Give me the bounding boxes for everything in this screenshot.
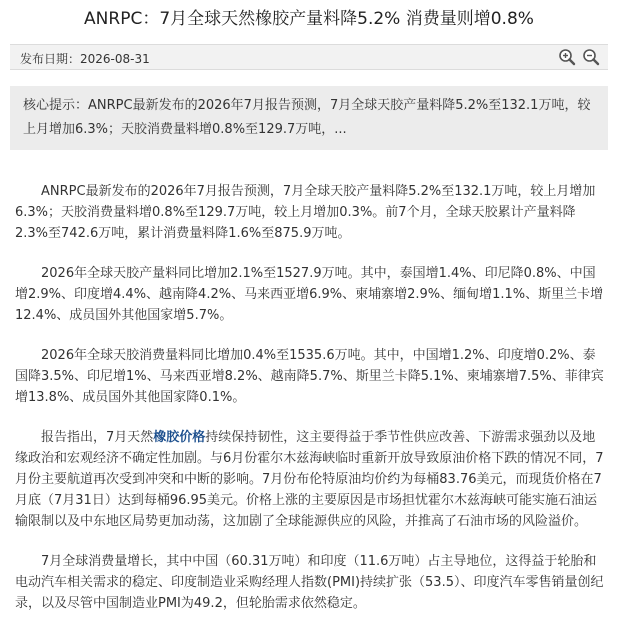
zoom-out-icon[interactable] [582, 48, 600, 66]
meta-bar [10, 44, 608, 70]
zoom-in-icon[interactable] [558, 48, 576, 66]
article-body [15, 181, 608, 633]
publish-date-label: 发布日期： [20, 52, 81, 66]
page-title: ANRPC：7月全球天然橡胶产量料降5.2% 消费量则增0.8% [84, 9, 534, 29]
article-paragraph-3: 2026年全球天胶消费量料同比增加0.4%至1535.6万吨。其中，中国增1.2%、印度增0.2%、泰国降3.5%、印尼增1%、马来西亚增8.2%、越南降5.7%、斯里兰卡降5.1%、柬埔寨增7.5%、菲律宾增13.8%、成员国外其他国家降0.1%。 [15, 348, 604, 405]
article-paragraph-1: ANRPC最新发布的2026年7月报告预测，7月全球天胶产量料降5.2%至132.1万吨，较上月增加6.3%；天胶消费量料增0.8%至129.7万吨，较上月增加0.3%。前7个月，全球天胶累计产量料降2.3%至742.6万吨，累计消费量料降1.6%至875.9万吨。 [15, 184, 596, 241]
paragraph-4-text-start: 报告指出，7月天然 [41, 430, 154, 445]
core-summary [10, 86, 608, 150]
article-paragraph-5: 7月全球消费量增长，其中中国（60.31万吨）和印度（11.6万吨）占主导地位，这得益于轮胎和电动汽车相关需求的稳定、印度制造业采购经理人指数(PMI)持续扩张（53.5）、印度汽车零售销量创纪录，以及尽管中国制造业PMI为49.2，但轮胎需求依然稳定。 [15, 554, 604, 611]
article-paragraph-4 [15, 427, 608, 532]
publish-date [20, 50, 150, 67]
summary-text: ANRPC最新发布的2026年7月报告预测，7月全球天胶产量料降5.2%至132.1万吨，较上月增加6.3%；天胶消费量料增0.8%至129.7万吨，... [23, 98, 591, 137]
article-paragraph-2: 2026年全球天胶产量料同比增加2.1%至1527.9万吨。其中，泰国增1.4%、印尼降0.8%、中国增2.9%、印度增4.4%、越南降4.2%、马来西亚增6.9%、柬埔寨增2.9%、缅甸增1.1%、斯里兰卡增12.4%、成员国外其他国家增5.7%。 [15, 266, 604, 323]
keyword-link-rubber-price[interactable]: 橡胶价格 [153, 430, 206, 445]
paragraph-4-text-end: 持续保持韧性，这主要得益于季节性供应改善、下游需求强劲以及地缘政治和宏观经济不确定性加剧。与6月份霍尔木兹海峡临时重新开放导致原油价格下跌的情况不同，7月份主要航道再次受到冲突和中断的影响。7月份布伦特原油均价约为每桶83.76美元，而现货价格在7月底（7月31日）达到每桶96.95美元。价格上涨的主要原因是市场担忧霍尔木兹海峡可能实施石油运输限制以及中东地区局势更加动荡，这加剧了全球能源供应的风险，并推高了石油市场的风险溢价。 [15, 430, 604, 529]
summary-label: 核心提示： [23, 98, 89, 113]
publish-date-value: 2026-08-31 [80, 52, 150, 66]
